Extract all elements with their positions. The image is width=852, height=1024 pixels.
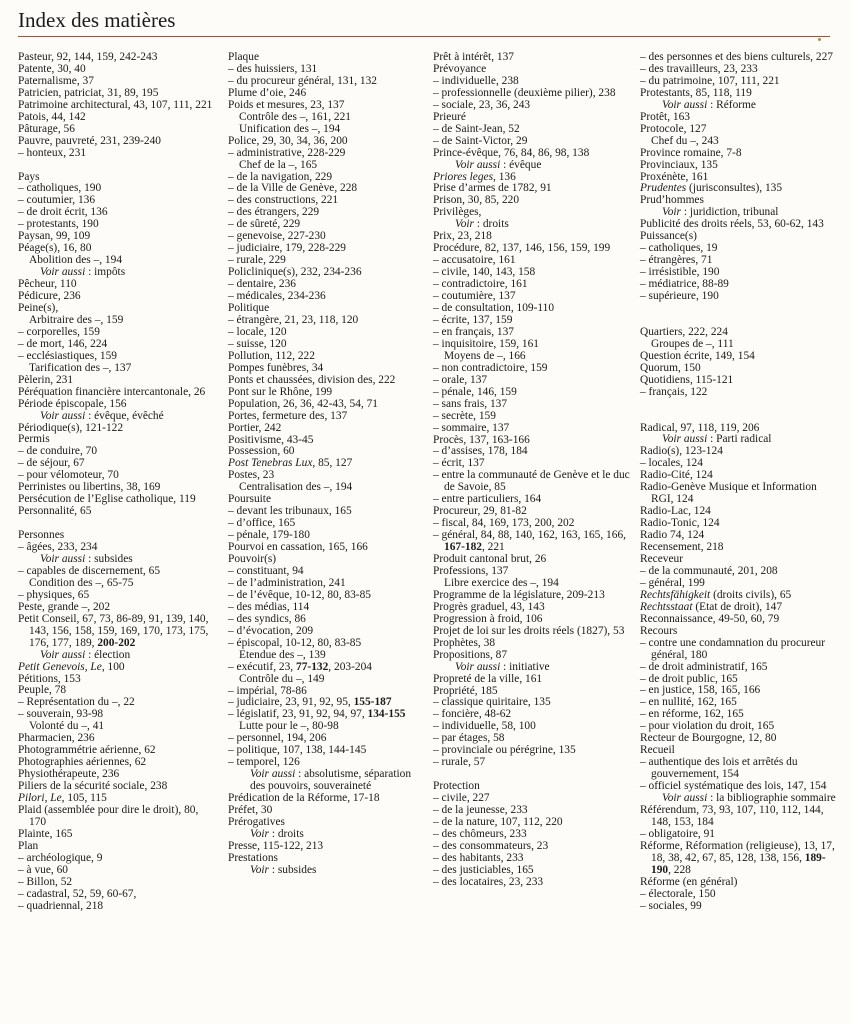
index-entry: – des huissiers, 131 — [228, 62, 318, 75]
index-entry: Persécution de l’Eglise catholique, 119 — [18, 493, 196, 506]
index-entry: Peine(s), — [18, 302, 59, 314]
index-entry: Pêcheur, 110 — [18, 278, 77, 291]
index-entry: Voir aussi : subsides — [40, 553, 133, 565]
index-column-3 — [433, 52, 633, 889]
index-entry: Voir aussi : impôts — [40, 266, 126, 279]
index-entry: – à vue, 60 — [18, 863, 68, 876]
index-entry: – rurale, 229 — [228, 254, 286, 267]
index-entry: – sociale, 23, 36, 243 — [433, 98, 531, 111]
index-entry: – de l’évêque, 10-12, 80, 83-85 — [228, 588, 371, 601]
index-entry: Pilori, Le, 105, 115 — [18, 792, 107, 805]
index-entry: – impérial, 78-86 — [228, 684, 307, 697]
index-entry: Petit Genevois, Le, 100 — [18, 660, 125, 673]
index-entry: Chef de la –, 165 — [239, 158, 318, 171]
index-entry: Prudentes (jurisconsultes), 135 — [640, 182, 783, 195]
index-entry: Quorum, 150 — [640, 361, 701, 374]
index-entry: Plaid (assemblée pour dire le droit), 80, 170 — [18, 804, 199, 828]
index-entry: Recours — [640, 624, 678, 637]
index-entry: Libre exercice des –, 194 — [444, 576, 559, 589]
index-entry: Politique — [228, 302, 270, 315]
index-entry: Progression à froid, 106 — [433, 612, 543, 625]
index-entry: Quotidiens, 115-121 — [640, 373, 734, 386]
index-entry: – de la nature, 107, 112, 220 — [433, 815, 563, 828]
index-entry: Groupes de –, 111 — [651, 337, 734, 350]
index-entry: Contrôle des –, 161, 221 — [239, 110, 351, 123]
index-entry: – provinciale ou pérégrine, 135 — [433, 744, 576, 757]
index-entry: – en français, 137 — [433, 325, 514, 338]
index-entry: Prix, 23, 218 — [433, 230, 492, 243]
index-entry: Protêt, 163 — [640, 110, 690, 123]
index-entry: – législatif, 23, 91, 92, 94, 97, 134-155 — [228, 708, 406, 721]
index-entry: – secrète, 159 — [433, 409, 496, 422]
index-entry: Voir aussi : évêque, évêché — [40, 409, 164, 422]
index-entry: Condition des –, 65-75 — [29, 576, 134, 589]
index-entry: – contradictoire, 161 — [433, 278, 528, 291]
index-entry: Protocole, 127 — [640, 122, 707, 135]
index-column-1 — [18, 52, 218, 913]
index-entry: Provinciaux, 135 — [640, 158, 718, 171]
index-entry: – constituant, 94 — [228, 564, 304, 577]
index-entry: – judiciaire, 23, 91, 92, 95, 155-187 — [228, 696, 392, 709]
index-entry: Prison, 30, 85, 220 — [433, 194, 520, 207]
index-entry: Portier, 242 — [228, 421, 282, 434]
index-entry: Voir : juridiction, tribunal — [662, 206, 779, 219]
index-entry: Voir : droits — [250, 827, 304, 840]
index-entry: – médicales, 234-236 — [228, 290, 326, 303]
index-entry: Photogrammétrie aérienne, 62 — [18, 744, 156, 757]
index-entry: – honteux, 231 — [18, 146, 87, 159]
index-entry: – des justiciables, 165 — [433, 863, 534, 876]
index-entry: – civile, 227 — [433, 792, 490, 805]
index-entry: Patois, 44, 142 — [18, 110, 86, 123]
index-entry: – accusatoire, 161 — [433, 254, 516, 267]
index-entry: – coutumière, 137 — [433, 290, 516, 303]
index-entry: – archéologique, 9 — [18, 851, 103, 864]
index-entry: – catholiques, 190 — [18, 182, 102, 195]
index-entry: Postes, 23 — [228, 469, 275, 482]
index-entry: Prise d’armes de 1782, 91 — [433, 182, 552, 195]
index-entry: Radio(s), 123-124 — [640, 445, 723, 458]
index-entry: Police, 29, 30, 34, 36, 200 — [228, 134, 348, 147]
index-entry: Pèlerin, 231 — [18, 373, 74, 386]
index-entry: – d’office, 165 — [228, 517, 296, 530]
index-entry: – Représentation du –, 22 — [18, 696, 135, 709]
index-entry: – de Saint-Jean, 52 — [433, 122, 520, 135]
index-entry: – physiques, 65 — [18, 588, 90, 601]
index-entry: – général, 199 — [640, 576, 705, 589]
index-entry: – en justice, 158, 165, 166 — [640, 684, 761, 697]
index-entry: – de droit écrit, 136 — [18, 206, 108, 219]
index-entry: Lutte pour le –, 80-98 — [239, 720, 339, 733]
index-entry: – individuelle, 58, 100 — [433, 720, 536, 733]
index-entry: – quadriennal, 218 — [18, 899, 104, 912]
index-entry: Paternalisme, 37 — [18, 74, 94, 87]
index-entry: – âgées, 233, 234 — [18, 541, 98, 554]
index-entry: – personnel, 194, 206 — [228, 732, 327, 745]
index-entry: – étrangère, 21, 23, 118, 120 — [228, 313, 359, 326]
index-entry: – suisse, 120 — [228, 337, 287, 350]
index-entry: Centralisation des –, 194 — [239, 481, 353, 494]
index-entry: Population, 26, 36, 42-43, 54, 71 — [228, 397, 378, 410]
index-entry: Radio-Tonic, 124 — [640, 517, 720, 530]
index-entry: Plainte, 165 — [18, 827, 73, 840]
index-entry: Province romaine, 7-8 — [640, 146, 742, 159]
index-entry: – écrite, 137, 159 — [433, 313, 513, 326]
index-entry: – officiel systématique des lois, 147, 154 — [640, 780, 827, 793]
index-entry: Perrinistes ou libertins, 38, 169 — [18, 481, 161, 494]
index-entry: – français, 122 — [640, 385, 708, 398]
index-entry: Ponts et chaussées, division des, 222 — [228, 373, 396, 386]
index-entry: Radio 74, 124 — [640, 529, 705, 542]
index-entry: – sommaire, 137 — [433, 421, 510, 434]
index-column-2 — [228, 52, 428, 877]
index-entry: – d’évocation, 209 — [228, 624, 314, 637]
index-entry: Priores leges, 136 — [433, 170, 516, 183]
index-entry: – foncière, 48-62 — [433, 708, 512, 721]
index-entry: Poursuite — [228, 493, 272, 506]
index-entry: – devant les tribunaux, 165 — [228, 505, 352, 518]
index-entry: – de l’administration, 241 — [228, 576, 346, 589]
index-entry: Réforme (en général) — [640, 875, 738, 888]
index-entry: Rechtsstaat (Etat de droit), 147 — [640, 600, 783, 613]
index-entry: – dentaire, 236 — [228, 278, 297, 291]
index-entry: – des travailleurs, 23, 233 — [640, 62, 758, 75]
index-entry: – du procureur général, 131, 132 — [228, 74, 377, 87]
entry-gap — [640, 303, 840, 327]
index-entry: Propreté de la ville, 161 — [433, 672, 543, 685]
index-entry: Péréquation financière intercantonale, 26 — [18, 385, 206, 398]
index-entry: Paysan, 99, 109 — [18, 230, 91, 243]
index-entry: Propositions, 87 — [433, 648, 508, 661]
index-entry: Propriété, 185 — [433, 684, 498, 697]
index-entry: Progrès graduel, 43, 143 — [433, 600, 545, 613]
index-entry: – de droit public, 165 — [640, 672, 738, 685]
index-entry: Recteur de Bourgogne, 12, 80 — [640, 732, 777, 745]
index-entry: – exécutif, 23, 77-132, 203-204 — [228, 660, 372, 673]
index-entry: – non contradictoire, 159 — [433, 361, 548, 374]
index-entry: – locale, 120 — [228, 325, 287, 338]
index-entry: Voir aussi : évêque — [455, 158, 542, 171]
index-column-4 — [640, 52, 840, 913]
index-entry: – locales, 124 — [640, 457, 703, 470]
index-entry: Prince-évêque, 76, 84, 86, 98, 138 — [433, 146, 590, 159]
index-entry: Pont sur le Rhône, 199 — [228, 385, 333, 398]
index-entry: Procédure, 82, 137, 146, 156, 159, 199 — [433, 242, 611, 255]
index-entry: – en nullité, 162, 165 — [640, 696, 737, 709]
index-entry: – du patrimoine, 107, 111, 221 — [640, 74, 780, 87]
index-entry: – judiciaire, 179, 228-229 — [228, 242, 346, 255]
index-entry: Pompes funèbres, 34 — [228, 361, 324, 374]
index-entry: Quartiers, 222, 224 — [640, 325, 728, 338]
index-entry: – médiatrice, 88-89 — [640, 278, 729, 291]
index-entry: – de sûreté, 229 — [228, 218, 301, 231]
index-entry: – authentique des lois et arrêtés du gouvernement, 154 — [640, 756, 798, 781]
index-entry: Pauvre, pauvreté, 231, 239-240 — [18, 134, 161, 147]
entry-gap — [18, 160, 218, 172]
index-entry: Prérogatives — [228, 816, 285, 828]
index-entry: Personnes — [18, 529, 65, 542]
index-entry: Petit Conseil, 67, 73, 86-89, 91, 139, 140, 143, 156, 158, 159, 169, 170, 173, 175, 176, 177, 189, 200-202 — [18, 612, 209, 649]
index-entry: – de la navigation, 229 — [228, 170, 333, 183]
index-entry: Plaque — [228, 51, 260, 63]
index-entry: Privilèges, — [433, 206, 482, 219]
index-entry: – ecclésiastiques, 159 — [18, 349, 118, 362]
index-entry: Contrôle du –, 149 — [239, 672, 325, 685]
index-entry: – d’assises, 178, 184 — [433, 445, 528, 458]
index-entry: – entre particuliers, 164 — [433, 493, 542, 506]
page-header — [18, 6, 830, 37]
index-entry: Voir : droits — [455, 218, 509, 231]
index-entry: – contre une condamnation du procureur général, 180 — [640, 636, 826, 661]
index-entry: – administrative, 228-229 — [228, 146, 346, 159]
index-entry: Arbitraire des –, 159 — [29, 313, 124, 326]
index-entry: Préfet, 30 — [228, 804, 273, 817]
index-entry: Professions, 137 — [433, 564, 509, 577]
index-entry: Peste, grande –, 202 — [18, 600, 111, 613]
index-entry: – politique, 107, 138, 144-145 — [228, 744, 367, 757]
index-entry: Portes, fermeture des, 137 — [228, 409, 348, 422]
index-entry: Voir aussi : élection — [40, 648, 131, 661]
index-entry: – professionnelle (deuxième pilier), 238 — [433, 86, 616, 99]
index-entry: Pays — [18, 170, 40, 183]
index-entry: – temporel, 126 — [228, 756, 300, 769]
index-entry: Personnalité, 65 — [18, 505, 92, 518]
index-entry: Abolition des –, 194 — [29, 254, 123, 267]
index-entry: Radical, 97, 118, 119, 206 — [640, 421, 760, 434]
index-entry: Tarification des –, 137 — [29, 361, 132, 374]
index-entry: – des chômeurs, 233 — [433, 827, 527, 840]
index-entry: – des personnes et des biens culturels, 227 — [640, 51, 833, 63]
index-entry: Patente, 30, 40 — [18, 62, 86, 75]
index-entry: – pour violation du droit, 165 — [640, 720, 775, 733]
index-entry: – classique quiritaire, 135 — [433, 696, 551, 709]
index-entry: – pour vélomoteur, 70 — [18, 469, 119, 482]
index-entry: – civile, 140, 143, 158 — [433, 266, 536, 279]
index-entry: Piliers de la sécurité sociale, 238 — [18, 780, 168, 793]
index-entry: – coutumier, 136 — [18, 194, 96, 207]
index-entry: – des étrangers, 229 — [228, 206, 320, 219]
index-entry: Post Tenebras Lux, 85, 127 — [228, 457, 353, 470]
index-entry: Voir aussi : absolutisme, séparation des pouvoirs, souveraineté — [250, 768, 412, 793]
index-entry: – de séjour, 67 — [18, 457, 85, 470]
index-entry: – orale, 137 — [433, 373, 488, 386]
index-entry: – étrangères, 71 — [640, 254, 713, 267]
index-entry: – obligatoire, 91 — [640, 827, 715, 840]
index-entry: Photographies aériennes, 62 — [18, 756, 147, 769]
index-entry: Référendum, 73, 93, 107, 110, 112, 144, 148, 153, 184 — [640, 804, 824, 828]
index-entry: Positivisme, 43-45 — [228, 433, 314, 446]
index-entry: Procureur, 29, 81-82 — [433, 505, 527, 518]
index-entry: Voir aussi : la bibliographie sommaire — [662, 792, 836, 805]
index-entry: Policlinique(s), 232, 234-236 — [228, 266, 362, 279]
index-entry: – entre la communauté de Genève et le duc de Savoie, 85 — [433, 469, 630, 494]
index-entry: Poids et mesures, 23, 137 — [228, 98, 345, 111]
index-entry: – de consultation, 109-110 — [433, 302, 555, 315]
index-entry: – de Saint-Victor, 29 — [433, 134, 528, 147]
index-entry: Reconnaissance, 49-50, 60, 79 — [640, 612, 780, 625]
index-entry: – protestants, 190 — [18, 218, 99, 231]
index-entry: Patrimoine architectural, 43, 107, 111, 221 — [18, 98, 213, 111]
index-entry: Réforme, Réformation (religieuse), 13, 17, 18, 38, 42, 67, 85, 128, 138, 156, 189-190, 228 — [640, 839, 835, 876]
index-entry: – irrésistible, 190 — [640, 266, 720, 279]
index-entry: Radio-Cité, 124 — [640, 469, 713, 482]
index-entry: – inquisitoire, 159, 161 — [433, 337, 539, 350]
index-entry: – rurale, 57 — [433, 756, 486, 769]
index-entry: – de la jeunesse, 233 — [433, 804, 528, 817]
index-entry: Prestations — [228, 851, 278, 864]
index-entry: – des constructions, 221 — [228, 194, 339, 207]
index-entry: Périodique(s), 121-122 — [18, 421, 124, 434]
index-entry: Recueil — [640, 744, 675, 757]
index-entry: – sociales, 99 — [640, 899, 702, 912]
index-entry: Recensement, 218 — [640, 541, 724, 554]
index-entry: – de droit administratif, 165 — [640, 660, 768, 673]
index-entry: Pétitions, 153 — [18, 672, 81, 685]
index-entry: – épiscopal, 10-12, 80, 83-85 — [228, 636, 362, 649]
index-entry: Pâturage, 56 — [18, 122, 75, 135]
index-entry: Pollution, 112, 222 — [228, 349, 315, 362]
index-entry: – corporelles, 159 — [18, 325, 100, 338]
index-entry: Pharmacien, 236 — [18, 732, 95, 745]
index-entry: Péage(s), 16, 80 — [18, 242, 92, 255]
index-entry: – sans frais, 137 — [433, 397, 508, 410]
entry-gap — [640, 399, 840, 423]
index-entry: Plume d’oie, 246 — [228, 86, 307, 99]
index-entry: Moyens de –, 166 — [444, 349, 526, 362]
index-entry: – fiscal, 84, 169, 173, 200, 202 — [433, 517, 575, 530]
index-entry: – individuelle, 238 — [433, 74, 519, 87]
index-entry: Pouvoir(s) — [228, 553, 277, 566]
index-entry: Radio-Genève Musique et Information RGI, 124 — [640, 481, 817, 506]
index-entry: Receveur — [640, 553, 684, 565]
index-entry: Programme de la législature, 209-213 — [433, 588, 605, 601]
corner-dot — [818, 38, 821, 41]
index-entry: – des habitants, 233 — [433, 851, 524, 864]
index-entry: Rechtsfähigkeit (droits civils), 65 — [640, 588, 792, 601]
index-entry: Chef du –, 243 — [651, 134, 719, 147]
index-entry: Voir aussi : initiative — [455, 660, 550, 673]
index-entry: Patricien, patriciat, 31, 89, 195 — [18, 86, 159, 99]
index-entry: Voir aussi : Réforme — [662, 98, 756, 111]
index-entry: – par étages, 58 — [433, 732, 505, 745]
index-entry: – pénale, 146, 159 — [433, 385, 517, 398]
index-entry: Radio-Lac, 124 — [640, 505, 711, 518]
index-entry: – genevoise, 227-230 — [228, 230, 326, 243]
index-entry: Voir : subsides — [250, 863, 317, 876]
index-entry: Question écrite, 149, 154 — [640, 349, 755, 362]
index-entry: – catholiques, 19 — [640, 242, 718, 255]
index-entry: Publicité des droits réels, 53, 60-62, 143 — [640, 218, 824, 231]
index-entry: – de conduire, 70 — [18, 445, 98, 458]
index-entry: – des consommateurs, 23 — [433, 839, 549, 852]
index-entry: – de la Ville de Genève, 228 — [228, 182, 358, 195]
index-entry: Plan — [18, 839, 39, 852]
index-entry: Prévoyance — [433, 62, 487, 75]
index-entry: Pourvoi en cassation, 165, 166 — [228, 541, 368, 554]
index-entry: – électorale, 150 — [640, 887, 716, 900]
index-entry: Peuple, 78 — [18, 684, 67, 697]
index-entry: Prédication de la Réforme, 17-18 — [228, 792, 380, 805]
index-entry: Physiothérapeute, 236 — [18, 768, 120, 781]
index-entry: Voir aussi : Parti radical — [662, 433, 772, 446]
index-entry: – pénale, 179-180 — [228, 529, 310, 542]
index-entry: Procès, 137, 163-166 — [433, 433, 530, 446]
index-entry: – général, 84, 88, 140, 162, 163, 165, 166, 167-182, 221 — [433, 529, 626, 554]
index-entry: Prophètes, 38 — [433, 636, 496, 649]
index-entry: – de mort, 146, 224 — [18, 337, 108, 350]
index-entry: – écrit, 137 — [433, 457, 485, 470]
index-entry: – des syndics, 86 — [228, 612, 306, 625]
index-entry: Permis — [18, 433, 50, 446]
index-entry: – en réforme, 162, 165 — [640, 708, 744, 721]
index-entry: – cadastral, 52, 59, 60-67, — [18, 887, 137, 900]
index-entry: Pasteur, 92, 144, 159, 242-243 — [18, 51, 158, 63]
index-entry: – des médias, 114 — [228, 600, 310, 613]
index-entry: Prud’hommes — [640, 194, 704, 207]
index-entry: Proxénète, 161 — [640, 170, 709, 183]
index-entry: Etendue des –, 139 — [239, 648, 326, 661]
index-entry: Protestants, 85, 118, 119 — [640, 86, 752, 99]
index-entry: Possession, 60 — [228, 445, 295, 458]
index-entry: Unification des –, 194 — [239, 122, 341, 135]
index-entry: – Billon, 52 — [18, 875, 73, 888]
index-entry: – des locataires, 23, 233 — [433, 875, 544, 888]
index-entry: Presse, 115-122, 213 — [228, 839, 324, 852]
index-entry: Prieuré — [433, 110, 466, 123]
page-title: Index des matières — [18, 8, 176, 32]
index-entry: Projet de loi sur les droits réels (1827), 53 — [433, 624, 625, 637]
index-entry: Produit cantonal brut, 26 — [433, 553, 547, 566]
index-entry: – de la communauté, 201, 208 — [640, 564, 778, 577]
index-entry: Puissance(s) — [640, 230, 697, 243]
index-entry: Protection — [433, 780, 480, 793]
index-entry: Pédicure, 236 — [18, 290, 81, 303]
index-entry: – souverain, 93-98 — [18, 708, 104, 721]
index-entry: Période épiscopale, 156 — [18, 397, 127, 410]
index-entry: Prêt à intérêt, 137 — [433, 51, 514, 63]
index-entry: – supérieure, 190 — [640, 290, 719, 303]
index-entry: Volonté du –, 41 — [29, 720, 105, 733]
index-entry: – capables de discernement, 65 — [18, 564, 161, 577]
